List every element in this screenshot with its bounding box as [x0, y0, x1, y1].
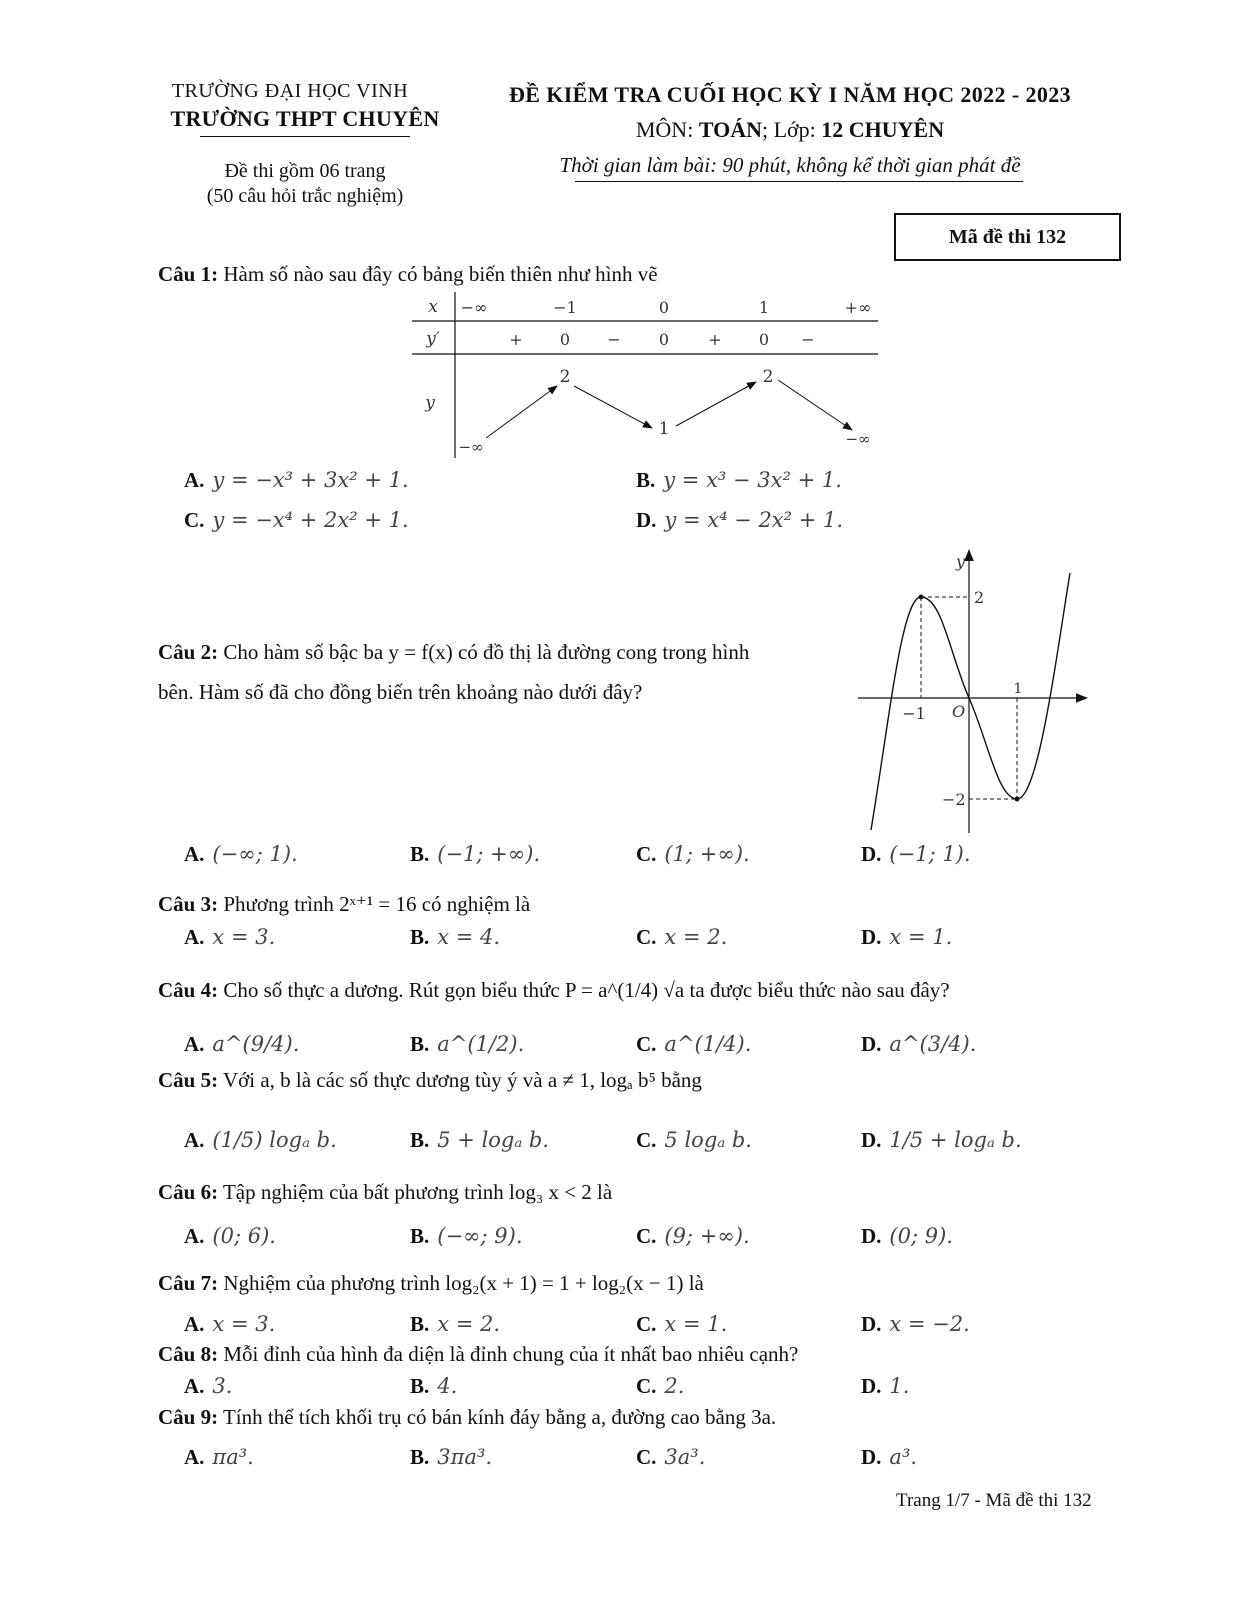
- option-label: D.: [861, 925, 882, 949]
- q5-option-c[interactable]: [636, 1128, 752, 1153]
- q1-option-a[interactable]: [184, 468, 409, 493]
- q8-option-d[interactable]: [861, 1374, 909, 1399]
- q4-text: Cho số thực a dương. Rút gọn biểu thức P = a^(1/4) √a ta được biểu thức nào sau đây?: [223, 978, 950, 1002]
- question-2: [158, 640, 749, 665]
- q4-option-a[interactable]: [184, 1032, 299, 1057]
- option-label: D.: [861, 1032, 882, 1056]
- q9-option-c[interactable]: [636, 1445, 705, 1470]
- q9-option-d[interactable]: [861, 1445, 917, 1470]
- q5-label: Câu 5:: [158, 1068, 219, 1092]
- option-label: C.: [636, 1224, 657, 1248]
- vt-y-value: 1: [658, 419, 670, 439]
- question-4: [158, 978, 950, 1003]
- option-label: A.: [184, 1224, 205, 1248]
- q1-option-c[interactable]: [184, 508, 409, 533]
- question-8: [158, 1342, 798, 1367]
- q8-label: Câu 8:: [158, 1342, 219, 1366]
- q3-label: Câu 3:: [158, 892, 219, 916]
- option-text: y = x⁴ − 2x² + 1.: [664, 508, 844, 532]
- subject-prefix: MÔN:: [635, 117, 699, 142]
- x-tick-neg1: −1: [902, 704, 926, 723]
- page-footer: Trang 1/7 - Mã đề thi 132: [896, 1490, 1092, 1511]
- q6-option-b[interactable]: [410, 1224, 523, 1249]
- option-label: A.: [184, 1128, 205, 1152]
- option-text: x = 2.: [664, 925, 728, 949]
- vt-arrow-up: [676, 382, 756, 426]
- option-label: C.: [636, 842, 657, 866]
- exam-code: Mã đề thi 132: [948, 225, 1067, 248]
- option-text: 3.: [212, 1374, 233, 1398]
- vt-y-value: 2: [762, 367, 774, 387]
- q7-option-a[interactable]: [184, 1312, 275, 1337]
- q1-option-d[interactable]: [636, 508, 843, 533]
- subject: TOÁN: [698, 117, 762, 142]
- q3-option-b[interactable]: [410, 925, 500, 950]
- option-label: A.: [184, 1032, 205, 1056]
- option-text: a^(1/4).: [664, 1032, 752, 1056]
- vt-sign: 0: [658, 330, 670, 349]
- class: 12 CHUYÊN: [821, 117, 945, 142]
- option-label: B.: [410, 1374, 430, 1398]
- vt-arrow-up: [486, 386, 557, 438]
- time-underline: [575, 181, 1023, 182]
- q7-option-d[interactable]: [861, 1312, 970, 1337]
- option-label: B.: [410, 925, 430, 949]
- vt-x-value: 1: [758, 298, 770, 317]
- option-label: B.: [636, 468, 656, 492]
- q7-option-b[interactable]: [410, 1312, 500, 1337]
- option-text: a³.: [889, 1445, 918, 1469]
- vt-x-label: x: [428, 297, 438, 317]
- cubic-curve: [871, 573, 1070, 830]
- q2-option-b[interactable]: [410, 842, 540, 867]
- q4-option-c[interactable]: [636, 1032, 751, 1057]
- q9-option-a[interactable]: [184, 1445, 254, 1470]
- vt-sign: +: [708, 330, 722, 349]
- option-text: y = −x³ + 3x² + 1.: [212, 468, 409, 492]
- y-tick-2: 2: [974, 588, 985, 607]
- option-text: a^(1/2).: [437, 1032, 525, 1056]
- option-text: 5 + logₐ b.: [437, 1128, 550, 1152]
- vt-arrow-down: [574, 386, 652, 428]
- option-text: (0; 6).: [212, 1224, 276, 1248]
- min-point: [1015, 797, 1020, 802]
- option-label: D.: [861, 1445, 882, 1469]
- option-label: D.: [636, 508, 657, 532]
- option-label: B.: [410, 1128, 430, 1152]
- option-text: x = 1.: [889, 925, 953, 949]
- cubic-graph: [850, 545, 1090, 835]
- max-point: [919, 595, 924, 600]
- question-7: [158, 1271, 704, 1296]
- vt-sign: 0: [758, 330, 770, 349]
- q5-option-d[interactable]: [861, 1128, 1022, 1153]
- option-text: (−1; 1).: [889, 842, 971, 866]
- q1-label: Câu 1:: [158, 262, 219, 286]
- q6-label: Câu 6:: [158, 1180, 219, 1204]
- option-text: (−∞; 1).: [212, 842, 298, 866]
- option-label: D.: [861, 1312, 882, 1336]
- option-text: x = 3.: [212, 925, 276, 949]
- y-tick-neg2: −2: [942, 790, 966, 809]
- option-text: (0; 9).: [889, 1224, 953, 1248]
- option-label: A.: [184, 842, 205, 866]
- q3-option-d[interactable]: [861, 925, 952, 950]
- option-text: a^(9/4).: [212, 1032, 300, 1056]
- pages-note: Đề thi gồm 06 trang: [224, 160, 386, 182]
- vt-sign: −: [607, 330, 621, 349]
- option-text: (−1; +∞).: [437, 842, 541, 866]
- q7-label: Câu 7:: [158, 1271, 219, 1295]
- question-5: [158, 1068, 702, 1093]
- q2-option-c[interactable]: [636, 842, 750, 867]
- option-label: B.: [410, 1224, 430, 1248]
- option-text: 3a³.: [664, 1445, 706, 1469]
- q6-text: Tập nghiệm của bất phương trình log₃ x < 2 là: [222, 1180, 613, 1204]
- option-text: 1/5 + logₐ b.: [889, 1128, 1022, 1152]
- vt-y-value: −∞: [458, 438, 484, 456]
- q2-text-line1: Cho hàm số bậc ba y = f(x) có đồ thị là đường cong trong hình: [223, 640, 750, 664]
- option-label: A.: [184, 468, 205, 492]
- q1-text: Hàm số nào sau đây có bảng biến thiên như hình vẽ: [223, 262, 658, 286]
- q2-option-a[interactable]: [184, 842, 298, 867]
- exam-code-box: [894, 213, 1121, 261]
- school-name: TRƯỜNG THPT CHUYÊN: [170, 106, 440, 131]
- option-label: C.: [636, 1128, 657, 1152]
- q2-label: Câu 2:: [158, 640, 219, 664]
- vt-x-value: 0: [658, 298, 670, 317]
- vt-sign: −: [801, 330, 815, 349]
- option-label: C.: [636, 1312, 657, 1336]
- question-1: [158, 262, 658, 287]
- q8-option-b[interactable]: [410, 1374, 457, 1399]
- q7-text: Nghiệm của phương trình log₂(x + 1) = 1 + log₂(x − 1) là: [223, 1271, 704, 1295]
- option-text: x = 2.: [437, 1312, 501, 1336]
- q4-option-b[interactable]: [410, 1032, 524, 1057]
- option-text: x = 4.: [437, 925, 501, 949]
- q3-option-a[interactable]: [184, 925, 275, 950]
- q6-option-c[interactable]: [636, 1224, 750, 1249]
- option-text: (1; +∞).: [664, 842, 750, 866]
- question-3: [158, 892, 530, 917]
- option-text: x = 1.: [664, 1312, 728, 1336]
- vt-y-value: −∞: [845, 430, 871, 448]
- option-text: 5 logₐ b.: [664, 1128, 752, 1152]
- option-text: x = −2.: [889, 1312, 970, 1336]
- option-label: B.: [410, 1032, 430, 1056]
- q2-text-line2: bên. Hàm số đã cho đồng biến trên khoảng nào dưới đây?: [158, 680, 643, 704]
- time-note: Thời gian làm bài: 90 phút, không kể thời gian phát đề: [559, 153, 1021, 177]
- exam-title: ĐỀ KIỂM TRA CUỐI HỌC KỲ I NĂM HỌC 2022 - 2023: [508, 82, 1072, 107]
- vt-y-value: 2: [559, 367, 571, 387]
- option-label: A.: [184, 1312, 205, 1336]
- option-label: A.: [184, 925, 205, 949]
- school-underline: [200, 136, 410, 137]
- q1-option-b[interactable]: [636, 468, 842, 493]
- vt-sign: +: [509, 330, 523, 349]
- question-9: [158, 1405, 776, 1430]
- option-text: a^(3/4).: [889, 1032, 977, 1056]
- option-label: B.: [410, 842, 430, 866]
- y-axis-label: y: [956, 552, 966, 571]
- q4-option-d[interactable]: [861, 1032, 976, 1057]
- option-label: C.: [636, 1374, 657, 1398]
- q3-option-c[interactable]: [636, 925, 727, 950]
- option-text: (−∞; 9).: [437, 1224, 523, 1248]
- q6-option-d[interactable]: [861, 1224, 953, 1249]
- q2-option-d[interactable]: [861, 842, 971, 867]
- option-label: C.: [184, 508, 205, 532]
- university-name: TRƯỜNG ĐẠI HỌC VINH: [171, 80, 409, 102]
- option-text: y = x³ − 3x² + 1.: [663, 468, 842, 492]
- option-text: πa³.: [212, 1445, 254, 1469]
- option-label: B.: [410, 1445, 430, 1469]
- option-text: 4.: [437, 1374, 458, 1398]
- vt-sign: 0: [559, 330, 571, 349]
- option-label: D.: [861, 1374, 882, 1398]
- question-6: [158, 1180, 612, 1205]
- vt-y-label: y: [425, 393, 435, 413]
- option-label: D.: [861, 1128, 882, 1152]
- option-label: C.: [636, 925, 657, 949]
- q9-text: Tính thể tích khối trụ có bán kính đáy bằng a, đường cao bằng 3a.: [222, 1405, 777, 1429]
- option-text: 2.: [664, 1374, 685, 1398]
- vt-x-value: −1: [553, 298, 577, 317]
- vt-x-value: +∞: [844, 298, 872, 317]
- q9-option-b[interactable]: [410, 1445, 492, 1470]
- option-label: D.: [861, 1224, 882, 1248]
- option-label: C.: [636, 1445, 657, 1469]
- option-label: B.: [410, 1312, 430, 1336]
- q6-option-a[interactable]: [184, 1224, 276, 1249]
- variation-table: [400, 288, 890, 460]
- option-text: (9; +∞).: [664, 1224, 750, 1248]
- subject-line: [480, 117, 1100, 143]
- x-tick-1: 1: [1013, 681, 1023, 697]
- q8-option-a[interactable]: [184, 1374, 232, 1399]
- q4-label: Câu 4:: [158, 978, 219, 1002]
- option-text: 3πa³.: [437, 1445, 493, 1469]
- vt-yprime-label: y′: [426, 329, 440, 349]
- q7-option-c[interactable]: [636, 1312, 727, 1337]
- q5-option-a[interactable]: [184, 1128, 337, 1153]
- option-text: y = −x⁴ + 2x² + 1.: [212, 508, 409, 532]
- option-text: (1/5) logₐ b.: [212, 1128, 337, 1152]
- option-label: A.: [184, 1445, 205, 1469]
- origin-label: O: [952, 702, 966, 721]
- q9-label: Câu 9:: [158, 1405, 219, 1429]
- q8-text: Mỗi đỉnh của hình đa diện là đỉnh chung của ít nhất bao nhiêu cạnh?: [223, 1342, 799, 1366]
- option-text: 1.: [889, 1374, 910, 1398]
- option-label: C.: [636, 1032, 657, 1056]
- option-label: A.: [184, 1374, 205, 1398]
- option-text: x = 3.: [212, 1312, 276, 1336]
- class-prefix: ; Lớp:: [761, 117, 822, 142]
- q5-option-b[interactable]: [410, 1128, 549, 1153]
- q5-text: Với a, b là các số thực dương tùy ý và a ≠ 1, logₐ b⁵ bằng: [222, 1068, 702, 1092]
- vt-arrow-down: [778, 380, 852, 430]
- q3-text: Phương trình 2ˣ⁺¹ = 16 có nghiệm là: [223, 892, 531, 916]
- q8-option-c[interactable]: [636, 1374, 684, 1399]
- option-label: D.: [861, 842, 882, 866]
- vt-x-value: −∞: [460, 298, 488, 317]
- questions-note: (50 câu hỏi trắc nghiệm): [206, 185, 404, 207]
